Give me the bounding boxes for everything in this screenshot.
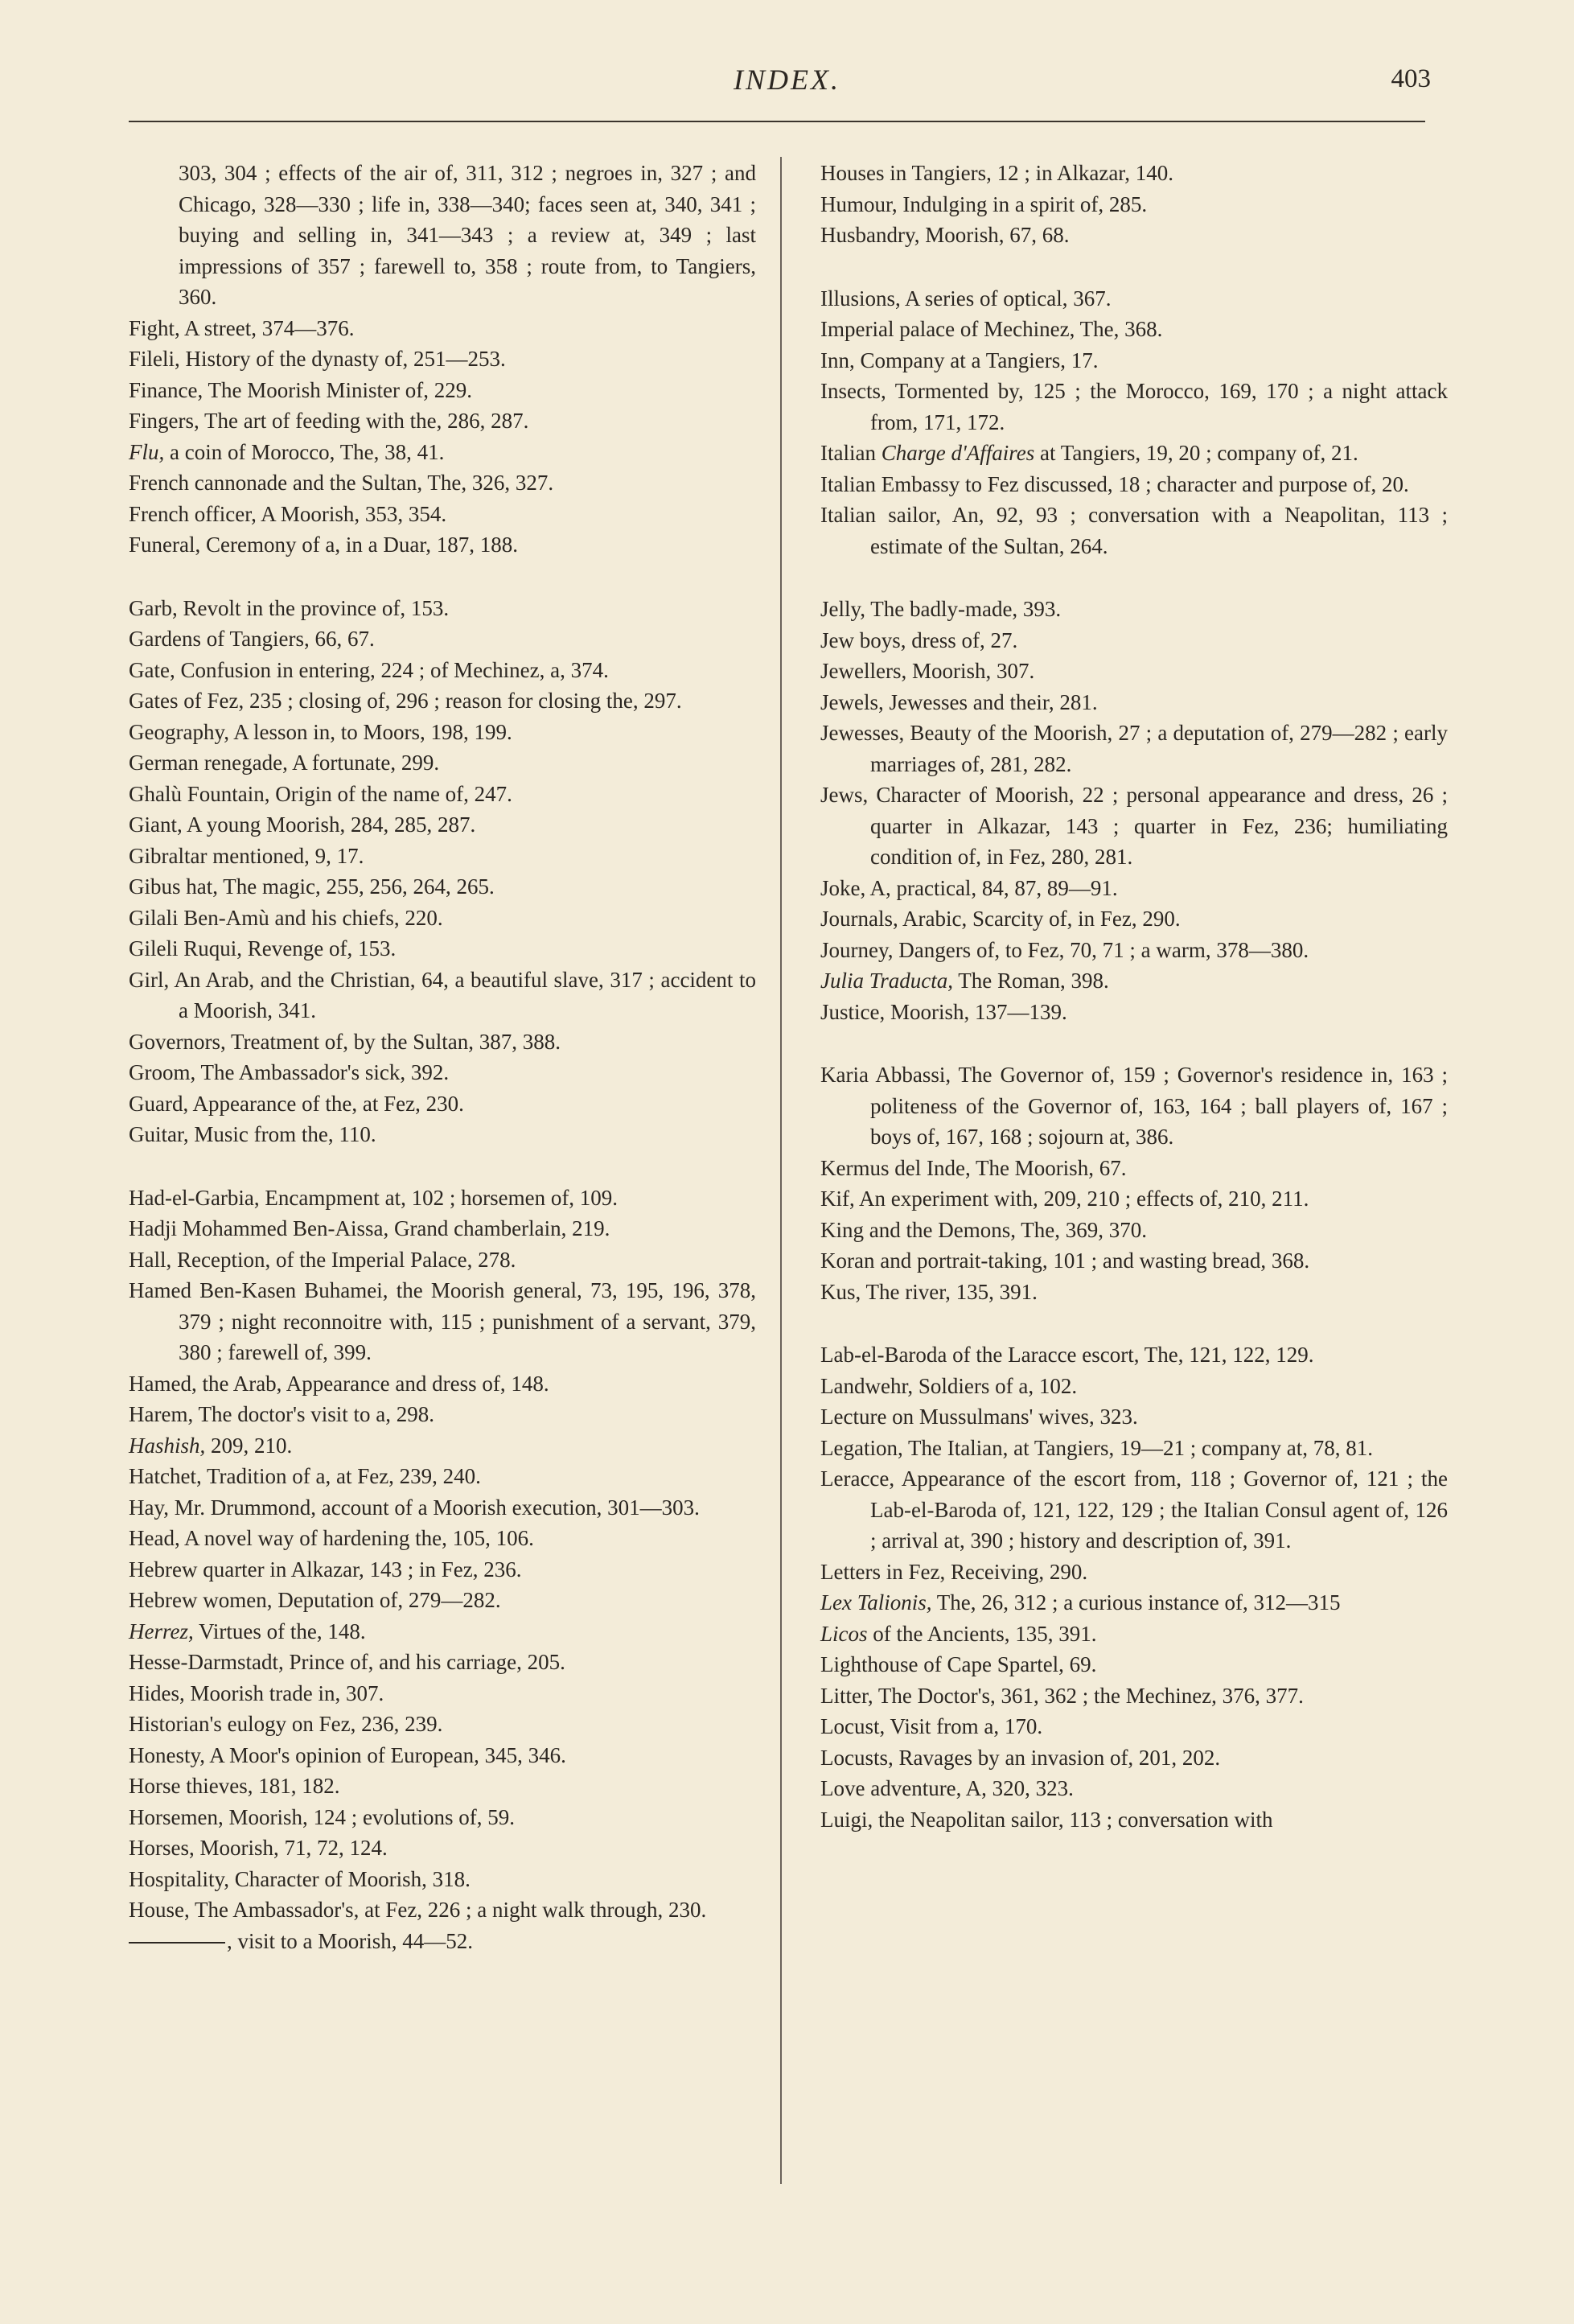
entry-text: Husbandry, Moorish, 67, 68.	[820, 223, 1070, 247]
entry-text: Locusts, Ravages by an invasion of, 201, 202.	[820, 1745, 1221, 1770]
index-entry	[820, 903, 1448, 935]
index-entry	[820, 1773, 1448, 1804]
entry-italic-term: Hashish,	[129, 1433, 206, 1458]
entry-text: German renegade, A fortunate, 299.	[129, 751, 440, 775]
entry-text: Illusions, A series of optical, 367.	[820, 286, 1112, 311]
index-entry	[820, 997, 1448, 1028]
index-entry	[129, 1554, 756, 1586]
entry-text: Kermus del Inde, The Moorish, 67.	[820, 1155, 1127, 1180]
entry-text: Hospitality, Character of Moorish, 318.	[129, 1866, 471, 1891]
index-entry	[820, 965, 1448, 997]
index-entry	[129, 871, 756, 903]
entry-text: Gibus hat, The magic, 255, 256, 264, 265.	[129, 874, 495, 899]
index-entry-continuation	[129, 158, 756, 313]
entry-text: Horsemen, Moorish, 124 ; evolutions of, 59.	[129, 1804, 515, 1829]
entry-text: Geography, A lesson in, to Moors, 198, 199.	[129, 719, 512, 744]
entry-text: French cannonade and the Sultan, The, 326, 327.	[129, 471, 554, 495]
entry-text: Hebrew women, Deputation of, 279—282.	[129, 1588, 501, 1612]
index-entry	[820, 1619, 1448, 1650]
entry-text: Humour, Indulging in a spirit of, 285.	[820, 191, 1148, 216]
index-entry	[129, 1585, 756, 1616]
index-entry	[820, 345, 1448, 376]
index-entry	[820, 718, 1448, 779]
index-entry	[129, 1771, 756, 1802]
index-entry	[129, 623, 756, 655]
index-entry	[820, 158, 1448, 189]
index-entry	[129, 717, 756, 748]
entry-text: The, 26, 312 ; a curious instance of, 312—315	[931, 1590, 1341, 1614]
index-entry	[820, 594, 1448, 625]
index-entry	[820, 935, 1448, 966]
index-entry	[129, 1492, 756, 1524]
index-entry	[129, 593, 756, 624]
index-entry	[820, 1804, 1448, 1836]
entry-text: Journey, Dangers of, to Fez, 70, 71 ; a warm, 378—380.	[820, 937, 1309, 962]
page-number: 403	[1391, 64, 1431, 93]
entry-text: Litter, The Doctor's, 361, 362 ; the Mechinez, 376, 377.	[820, 1683, 1304, 1708]
index-entry	[129, 437, 756, 468]
index-entry	[129, 1709, 756, 1740]
entry-text: Fingers, The art of feeding with the, 286, 287.	[129, 409, 529, 433]
entry-text: Hamed, the Arab, Appearance and dress of, 148.	[129, 1371, 549, 1396]
entry-text: French officer, A Moorish, 353, 354.	[129, 501, 447, 526]
index-entry	[129, 1678, 756, 1709]
entry-text: Hay, Mr. Drummond, account of a Moorish execution, 301—303.	[129, 1495, 700, 1520]
index-entry	[820, 1680, 1448, 1712]
index-entry	[129, 405, 756, 437]
entry-text: Karia Abbassi, The Governor of, 159 ; Governor's residence in, 163 ; politeness of the Governor of, 163, 164 ; ball players of, 167 ; boys of, 167, 168 ; sojourn at, 386.	[820, 1063, 1448, 1149]
index-entry	[129, 1213, 756, 1244]
index-entry	[820, 1183, 1448, 1215]
entry-text: Italian sailor, An, 92, 93 ; conversation with a Neapolitan, 113 ; estimate of the Sultan, 264.	[820, 503, 1448, 558]
entry-text: Historian's eulogy on Fez, 236, 239.	[129, 1712, 443, 1736]
header-rule	[129, 121, 1425, 122]
entry-text: Head, A novel way of hardening the, 105, 106.	[129, 1526, 534, 1550]
index-entry	[129, 529, 756, 561]
index-column-left	[129, 158, 756, 1956]
index-entry	[129, 1026, 756, 1058]
entry-text: Garb, Revolt in the province of, 153.	[129, 595, 450, 620]
index-entry	[129, 1430, 756, 1462]
entry-text: Jelly, The badly-made, 393.	[820, 597, 1062, 621]
entry-italic-term: Flu,	[129, 439, 165, 464]
entry-text: Ghalù Fountain, Origin of the name of, 247.	[129, 781, 512, 806]
entry-text: Journals, Arabic, Scarcity of, in Fez, 290.	[820, 907, 1181, 931]
entry-text: Italian Embassy to Fez discussed, 18 ; character and purpose of, 20.	[820, 471, 1409, 496]
entry-text: Hatchet, Tradition of a, at Fez, 239, 240.	[129, 1464, 481, 1488]
entry-text: House, The Ambassador's, at Fez, 226 ; a night walk through, 230.	[129, 1898, 707, 1922]
index-entry	[129, 1368, 756, 1400]
entry-text: Italian	[820, 441, 882, 465]
index-entry	[129, 1647, 756, 1678]
index-entry	[820, 1587, 1448, 1619]
letter-section-gap	[820, 561, 1448, 594]
index-entry	[820, 220, 1448, 251]
entry-text: Locust, Visit from a, 170.	[820, 1714, 1043, 1738]
entry-text: of the Ancients, 135, 391.	[867, 1621, 1097, 1646]
entry-text: Houses in Tangiers, 12 ; in Alkazar, 140.	[820, 161, 1173, 185]
entry-text: Luigi, the Neapolitan sailor, 113 ; conversation with	[820, 1807, 1273, 1832]
entry-text: Horses, Moorish, 71, 72, 124.	[129, 1836, 388, 1860]
entry-text: Jewesses, Beauty of the Moorish, 27 ; a deputation of, 279—282 ; early marriages of, 281, 282.	[820, 721, 1448, 776]
entry-text: Letters in Fez, Receiving, 290.	[820, 1559, 1088, 1584]
index-entry	[129, 343, 756, 375]
entry-italic-term: Julia Traducta,	[820, 969, 954, 993]
entry-text: a coin of Morocco, The, 38, 41.	[164, 439, 445, 464]
entry-italic-term: Lex Talionis,	[820, 1590, 932, 1614]
index-entry	[129, 1119, 756, 1150]
index-entry	[129, 1740, 756, 1771]
index-entry	[129, 1802, 756, 1833]
index-entry	[820, 1711, 1448, 1742]
entry-text: King and the Demons, The, 369, 370.	[820, 1217, 1147, 1242]
index-entry	[820, 656, 1448, 687]
entry-text: Giant, A young Moorish, 284, 285, 287.	[129, 812, 476, 837]
entry-text: Virtues of the, 148.	[193, 1619, 366, 1643]
entry-text: Inn, Company at a Tangiers, 17.	[820, 348, 1099, 372]
entry-text: Had-el-Garbia, Encampment at, 102 ; horsemen of, 109.	[129, 1185, 619, 1210]
index-entry	[820, 500, 1448, 561]
index-entry	[129, 685, 756, 717]
entry-text: Legation, The Italian, at Tangiers, 19—21 ; company at, 78, 81.	[820, 1435, 1373, 1460]
entry-text: Guitar, Music from the, 110.	[129, 1122, 376, 1146]
letter-section-gap	[129, 561, 756, 593]
index-entry	[129, 1832, 756, 1864]
entry-italic-term: Herrez,	[129, 1619, 194, 1643]
index-entry	[820, 314, 1448, 345]
index-entry	[820, 1339, 1448, 1371]
index-entry	[129, 1461, 756, 1492]
index-entry	[820, 1215, 1448, 1246]
column-divider	[780, 157, 782, 2184]
index-entry	[820, 1153, 1448, 1184]
index-entry	[129, 1616, 756, 1647]
index-entry	[129, 1399, 756, 1430]
index-entry	[129, 747, 756, 779]
index-entry	[129, 965, 756, 1026]
index-entry	[820, 376, 1448, 438]
entry-text: Lighthouse of Cape Spartel, 69.	[820, 1652, 1097, 1676]
index-entry	[129, 779, 756, 810]
entry-text: Governors, Treatment of, by the Sultan, 387, 388.	[129, 1029, 561, 1054]
entry-text: Hadji Mohammed Ben-Aissa, Grand chamberlain, 219.	[129, 1216, 610, 1240]
entry-text: The Roman, 398.	[953, 969, 1109, 993]
entry-text: Groom, The Ambassador's sick, 392.	[129, 1060, 450, 1084]
index-entry	[820, 1059, 1448, 1153]
entry-text: Lecture on Mussulmans' wives, 323.	[820, 1405, 1138, 1429]
entry-text: Harem, The doctor's visit to a, 298.	[129, 1402, 435, 1426]
index-entry	[820, 1742, 1448, 1774]
index-entry	[129, 313, 756, 344]
index-entry	[129, 467, 756, 499]
entry-text: Gardens of Tangiers, 66, 67.	[129, 627, 375, 651]
entry-text: Girl, An Arab, and the Christian, 64, a beautiful slave, 317 ; accident to a Moorish, 341.	[129, 967, 756, 1022]
index-entry	[820, 1277, 1448, 1308]
index-entry	[129, 1894, 756, 1926]
entry-text: Landwehr, Soldiers of a, 102.	[820, 1373, 1078, 1398]
index-entry	[129, 1523, 756, 1554]
index-entry	[820, 1649, 1448, 1680]
index-entry	[820, 189, 1448, 220]
entry-text: Hamed Ben-Kasen Buhamei, the Moorish general, 73, 195, 196, 378, 379 ; night reconnoitre with, 115 ; punishment of a servant, 379, 380 ; farewell of, 399.	[129, 1278, 756, 1364]
index-entry	[129, 1088, 756, 1120]
entry-text: Jewellers, Moorish, 307.	[820, 659, 1035, 683]
index-entry	[820, 779, 1448, 873]
entry-text: , visit to a Moorish, 44—52.	[227, 1928, 474, 1953]
index-entry	[129, 933, 756, 965]
entry-text: at Tangiers, 19, 20 ; company of, 21.	[1034, 441, 1358, 465]
ditto-dash	[129, 1942, 225, 1944]
index-entry	[820, 873, 1448, 904]
index-entry	[129, 375, 756, 406]
entry-text: Jews, Character of Moorish, 22 ; personal appearance and dress, 26 ; quarter in Alkazar, 143 ; quarter in Fez, 236; humiliating condition of, in Fez, 280, 281.	[820, 783, 1448, 869]
entry-text: Guard, Appearance of the, at Fez, 230.	[129, 1091, 464, 1116]
entry-text: Finance, The Moorish Minister of, 229.	[129, 377, 472, 402]
index-entry	[129, 1926, 756, 1957]
entry-text: Hall, Reception, of the Imperial Palace, 278.	[129, 1247, 516, 1272]
index-entry	[820, 1245, 1448, 1277]
entry-text: Love adventure, A, 320, 323.	[820, 1776, 1074, 1800]
entry-text: Insects, Tormented by, 125 ; the Morocco, 169, 170 ; a night attack from, 171, 172.	[820, 379, 1448, 434]
entry-text: Imperial palace of Mechinez, The, 368.	[820, 317, 1163, 341]
entry-text: Justice, Moorish, 137—139.	[820, 999, 1067, 1024]
entry-text: Hides, Moorish trade in, 307.	[129, 1680, 384, 1705]
entry-italic-term: Licos	[820, 1621, 868, 1646]
index-entry	[129, 655, 756, 686]
index-entry	[129, 1183, 756, 1214]
running-header-title: INDEX.	[734, 64, 840, 96]
index-entry	[820, 1433, 1448, 1464]
index-entry	[129, 1244, 756, 1276]
letter-section-gap	[820, 1307, 1448, 1339]
entry-text: Jew boys, dress of, 27.	[820, 627, 1018, 652]
index-entry	[129, 841, 756, 872]
letter-section-gap	[820, 251, 1448, 283]
index-column-right	[820, 158, 1448, 1835]
entry-text: Fight, A street, 374—376.	[129, 315, 355, 340]
entry-text: 209, 210.	[205, 1433, 293, 1458]
index-entry	[820, 625, 1448, 656]
entry-text: Leracce, Appearance of the escort from, 118 ; Governor of, 121 ; the Lab-el-Baroda of, 121, 122, 129 ; the Italian Consul agent of, 126 ; arrival at, 390 ; history and description of, 391.	[820, 1466, 1448, 1553]
index-entry	[820, 438, 1448, 469]
entry-text: Honesty, A Moor's opinion of European, 345, 346.	[129, 1742, 566, 1767]
entry-text: Funeral, Ceremony of a, in a Duar, 187, 188.	[129, 533, 519, 557]
index-entry	[129, 1057, 756, 1088]
entry-text: Gileli Ruqui, Revenge of, 153.	[129, 936, 397, 960]
letter-section-gap	[820, 1027, 1448, 1059]
index-entry	[820, 469, 1448, 500]
index-entry	[820, 1463, 1448, 1557]
index-entry	[129, 809, 756, 841]
index-entry	[129, 903, 756, 934]
index-entry	[129, 1275, 756, 1368]
entry-text: Hebrew quarter in Alkazar, 143 ; in Fez, 236.	[129, 1557, 522, 1582]
entry-text: Fileli, History of the dynasty of, 251—253.	[129, 347, 506, 371]
index-entry	[820, 1557, 1448, 1588]
entry-text: 303, 304 ; effects of the air of, 311, 312 ; negroes in, 327 ; and Chicago, 328—330 ; life in, 338—340; faces seen at, 340, 341 ; buying and selling in, 341—343 ; a review at, 349 ; last impressions of 357 ; farewell to, 358 ; route from, to Tangiers, 360.	[179, 161, 756, 309]
entry-text: Joke, A, practical, 84, 87, 89—91.	[820, 875, 1118, 900]
entry-text: Gilali Ben-Amù and his chiefs, 220.	[129, 905, 443, 930]
index-entry	[129, 499, 756, 530]
letter-section-gap	[129, 1150, 756, 1183]
entry-text: Kus, The river, 135, 391.	[820, 1279, 1038, 1304]
index-entry	[129, 1864, 756, 1895]
entry-text: Lab-el-Baroda of the Laracce escort, The, 121, 122, 129.	[820, 1343, 1314, 1367]
entry-text: Kif, An experiment with, 209, 210 ; effects of, 210, 211.	[820, 1187, 1309, 1211]
entry-text: Horse thieves, 181, 182.	[129, 1774, 340, 1798]
entry-italic-term: Charge d'Affaires	[881, 441, 1035, 465]
entry-text: Koran and portrait-taking, 101 ; and wasting bread, 368.	[820, 1248, 1310, 1273]
entry-text: Gibraltar mentioned, 9, 17.	[129, 843, 364, 868]
index-entry	[820, 1401, 1448, 1433]
index-entry	[820, 283, 1448, 315]
index-entry	[820, 1371, 1448, 1402]
entry-text: Hesse-Darmstadt, Prince of, and his carriage, 205.	[129, 1650, 565, 1674]
index-entry	[820, 687, 1448, 718]
entry-text: Gate, Confusion in entering, 224 ; of Mechinez, a, 374.	[129, 657, 609, 682]
entry-text: Jewels, Jewesses and their, 281.	[820, 689, 1098, 714]
entry-text: Gates of Fez, 235 ; closing of, 296 ; reason for closing the, 297.	[129, 689, 682, 713]
